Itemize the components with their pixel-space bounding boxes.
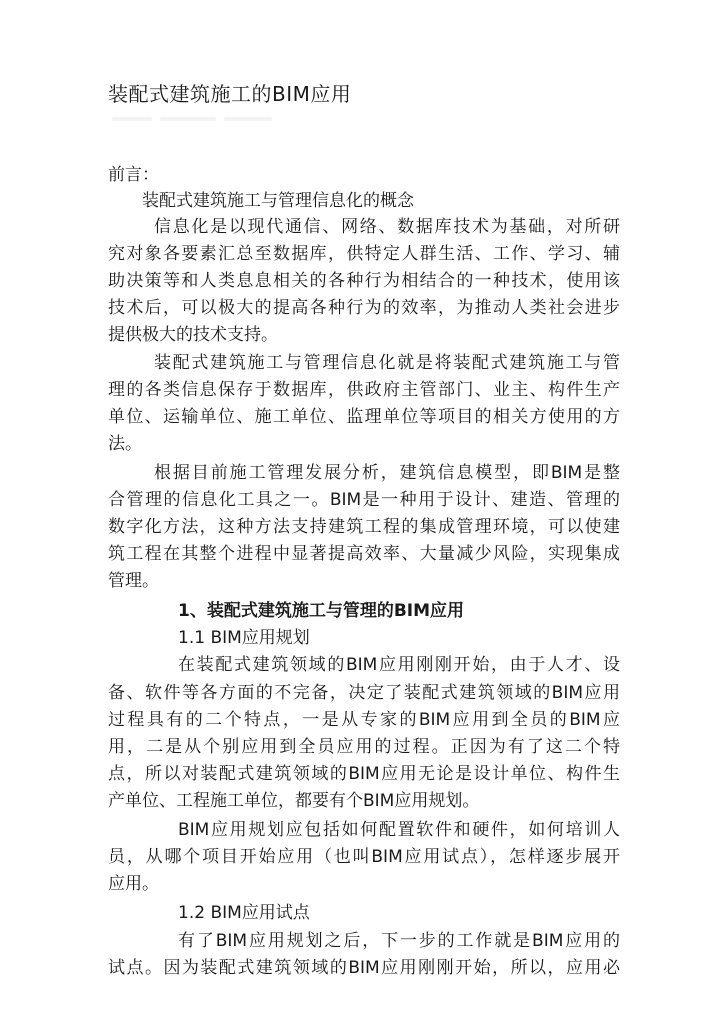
- preface-label: 前言：: [108, 165, 159, 185]
- paragraph-line: 产单位、工程施工单位，都要有个BIM应用规划。: [108, 791, 480, 811]
- paragraph-line: 技术后，可以极大的提高各种行为的效率，为推动人类社会进步: [108, 298, 620, 318]
- paragraph-line: 用，二是从个别应用到全员应用的过程。正因为有了这二个特: [108, 737, 620, 757]
- paragraph-line: 有了BIM应用规划之后，下一步的工作就是BIM应用的: [178, 931, 620, 951]
- paragraph-line: 提供极大的技术支持。: [108, 325, 278, 345]
- paragraph-line: 备、软件等各方面的不完备，决定了装配式建筑领域的BIM应用: [108, 683, 620, 703]
- paragraph-line: BIM应用规划应包括如何配置软件和硬件，如何培训人: [178, 820, 620, 840]
- paragraph-line: 员，从哪个项目开始应用（也叫BIM应用试点），怎样逐步展开: [108, 847, 620, 867]
- paragraph-line: 单位、运输单位、施工单位、监理单位等项目的相关方使用的方: [108, 407, 620, 427]
- faded-subtitle-decoration: [112, 108, 292, 122]
- paragraph-line: 过程具有的二个特点，一是从专家的BIM应用到全员的BIM应: [108, 710, 620, 730]
- preface-subtitle: 装配式建筑施工与管理信息化的概念: [142, 191, 414, 211]
- paragraph-line: 点，所以对装配式建筑领域的BIM应用无论是设计单位、构件生: [108, 764, 620, 784]
- paragraph-line: 装配式建筑施工与管理信息化就是将装配式建筑施工与管: [154, 353, 620, 373]
- subsection-heading: 1.2 BIM应用试点: [178, 903, 310, 923]
- paragraph-line: 究对象各要素汇总至数据库，供特定人群生活、工作、学习、辅: [108, 244, 620, 264]
- paragraph-line: 在装配式建筑领域的BIM应用刚刚开始，由于人才、设: [178, 655, 620, 675]
- document-title: 装配式建筑施工的BIM应用: [108, 82, 352, 106]
- paragraph-line: 助决策等和人类息息相关的各种行为相结合的一种技术，使用该: [108, 271, 620, 291]
- paragraph-line: 筑工程在其整个进程中显著提高效率、大量减少风险，实现集成: [108, 544, 620, 564]
- paragraph-line: 试点。因为装配式建筑领域的BIM应用刚刚开始，所以，应用必: [108, 958, 620, 978]
- paragraph-line: 应用。: [108, 874, 159, 894]
- paragraph-line: 合管理的信息化工具之一。BIM是一种用于设计、建造、管理的: [108, 490, 620, 510]
- paragraph-line: 法。: [108, 434, 142, 454]
- subsection-heading: 1.1 BIM应用规划: [178, 628, 310, 648]
- section-heading: 1、装配式建筑施工与管理的BIM应用: [178, 601, 465, 621]
- paragraph-line: 理的各类信息保存于数据库，供政府主管部门、业主、构件生产: [108, 380, 620, 400]
- paragraph-line: 信息化是以现代通信、网络、数据库技术为基础，对所研: [154, 217, 620, 237]
- paragraph-line: 数字化方法，这种方法支持建筑工程的集成管理环境，可以使建: [108, 517, 620, 537]
- paragraph-line: 根据目前施工管理发展分析，建筑信息模型，即BIM是整: [154, 463, 620, 483]
- paragraph-line: 管理。: [108, 571, 159, 591]
